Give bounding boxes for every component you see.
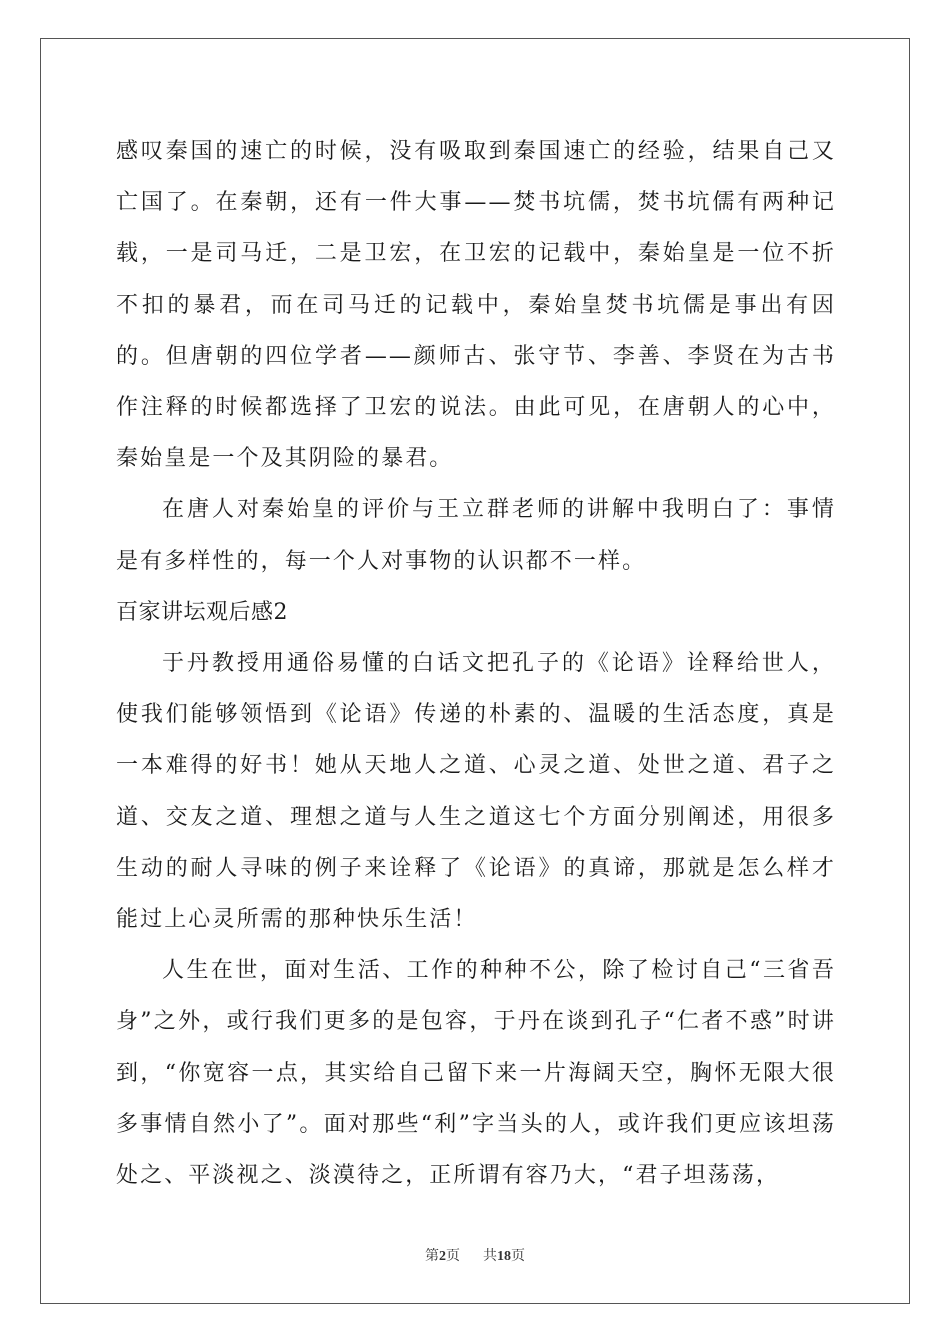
section-heading: 百家讲坛观后感2 (116, 599, 288, 625)
total-pages: 18 (497, 1249, 511, 1264)
page-number-label (425, 1249, 464, 1264)
page-footer (0, 1245, 950, 1265)
paragraph: 于丹教授用通俗易懂的白话文把孔子的《论语》诠释给世人，使我们能够领悟到《论语》传递的朴素的、温暖的生活态度，真是一本难得的好书！她从天地人之道、心灵之道、处世之道、君子之道、交友之道、理想之道与人生之道这七个方面分别阐述，用很多生动的耐人寻味的例子来诠释了《论语》的真谛，那就是怎么样才能过上心灵所需的那种快乐生活！ (116, 651, 836, 933)
total-prefix: 共 (483, 1249, 497, 1264)
total-pages-label (483, 1249, 525, 1264)
paragraph-continuation: 感叹秦国的速亡的时候，没有吸取到秦国速亡的经验，结果自己又亡国了。在秦朝，还有一件大事——焚书坑儒，焚书坑儒有两种记载，一是司马迁，二是卫宏，在卫宏的记载中，秦始皇是一位不折不扣的暴君，而在司马迁的记载中，秦始皇焚书坑儒是事出有因的。但唐朝的四位学者——颜师古、张守节、李善、李贤在为古书作注释的时候都选择了卫宏的说法。由此可见，在唐朝人的心中，秦始皇是一个及其阴险的暴君。 (116, 139, 836, 472)
paragraph: 人生在世，面对生活、工作的种种不公，除了检讨自己“三省吾身”之外，或行我们更多的是包容，于丹在谈到孔子“仁者不惑”时讲到，“你宽容一点，其实给自己留下来一片海阔天空，胸怀无限大很多事情自然小了”。面对那些“利”字当头的人，或许我们更应该坦荡处之、平淡视之、淡漠待之，正所谓有容乃大，“君子坦荡荡， (116, 958, 836, 1189)
document-body (116, 126, 836, 1201)
page-number: 2 (439, 1249, 446, 1264)
page-suffix: 页 (446, 1249, 460, 1264)
total-suffix: 页 (511, 1249, 525, 1264)
page-prefix: 第 (425, 1249, 439, 1264)
paragraph: 在唐人对秦始皇的评价与王立群老师的讲解中我明白了：事情是有多样性的，每一个人对事物的认识都不一样。 (116, 497, 836, 574)
